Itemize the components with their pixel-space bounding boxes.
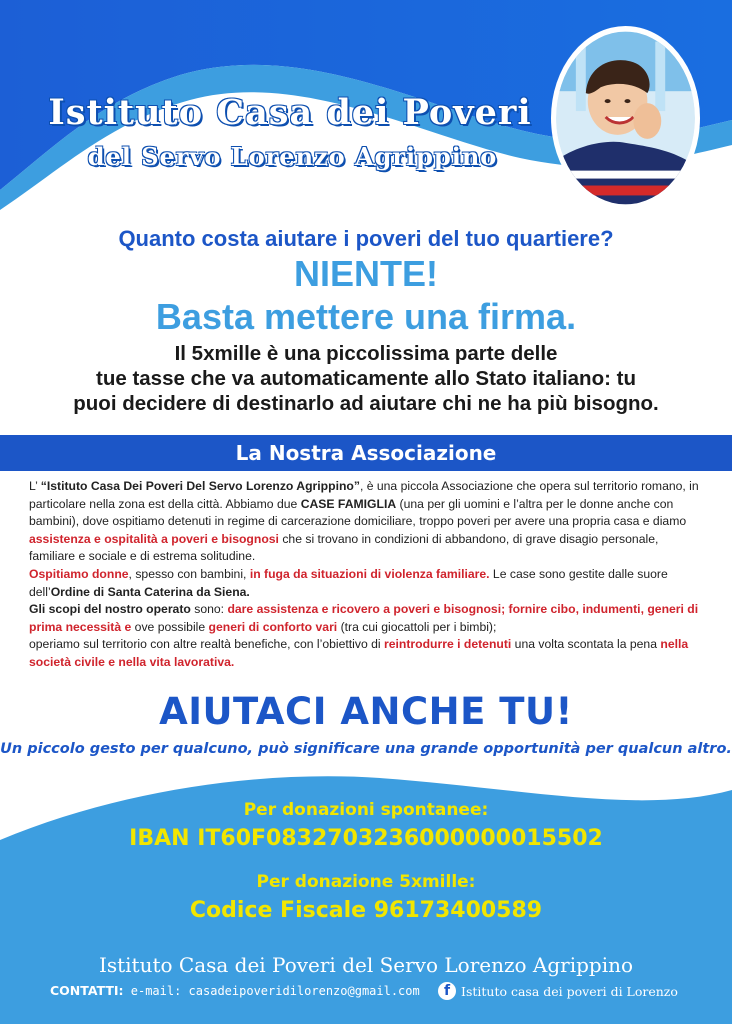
- association-name: “Istituto Casa Dei Poveri Del Servo Lorenzo Agrippino”: [40, 479, 360, 493]
- intro-line: puoi decidere di destinarlo ad aiutare chi ne ha più bisogno.: [73, 392, 659, 415]
- case-famiglia: CASE FAMIGLIA: [300, 496, 397, 511]
- fivexmille-label: Per donazione 5xmille:: [256, 872, 476, 892]
- paragraph-2: [29, 566, 705, 601]
- text: (tra cui giocattoli per i bimbi);: [337, 619, 497, 634]
- header-title-line1: Istituto Casa dei Poveri: [48, 92, 532, 133]
- scopi: Gli scopi del nostro operato: [29, 602, 191, 617]
- text: operiamo sul territorio con altre realtà benefiche, con l’obiettivo di: [29, 637, 384, 652]
- text: sono:: [190, 602, 228, 617]
- contacts: [50, 983, 710, 1003]
- highlight: nella società civile e nella vita lavorativa.: [29, 637, 689, 669]
- paragraph-3: [29, 601, 705, 636]
- text: una volta scontata la pena: [511, 637, 661, 652]
- highlight: assistenza e ospitalità a poveri e bisognosi: [29, 531, 279, 546]
- paragraph-4: [29, 636, 705, 671]
- paragraph-1: [29, 478, 705, 566]
- contacts-label: CONTATTI:: [50, 983, 124, 998]
- text: Le case sono gestite dalle suore dell’: [29, 566, 668, 599]
- child-illustration: [556, 31, 695, 205]
- ordine: Ordine di Santa Caterina da Siena.: [50, 584, 250, 599]
- highlight: Ospitiamo donne: [29, 566, 129, 581]
- section-title: La Nostra Associazione: [0, 435, 732, 471]
- email-link[interactable]: e-mail: casadeipoveridilorenzo@gmail.com: [130, 984, 420, 998]
- association-description: [29, 478, 705, 672]
- facebook-page-name: Istituto casa dei poveri di Lorenzo: [461, 983, 678, 999]
- facebook-icon: f: [438, 982, 456, 1000]
- text: (una per gli uomini e l’altra per le donne anche con bambini), dove ospitiamo detenuti in regime di carcerazione domiciliare, troppo poveri per avere una propria casa e diamo: [29, 496, 687, 529]
- intro-line: tue tasse che va automaticamente allo Stato italiano: tu: [96, 367, 636, 390]
- facebook-link[interactable]: [438, 982, 678, 1000]
- text: ove possibile: [131, 619, 209, 634]
- child-photo: [551, 26, 700, 210]
- text: , è una piccola Associazione che opera sul territorio romano, in particolare nella zona est della città. Abbiamo due: [29, 479, 699, 511]
- footer-title: Istituto Casa dei Poveri del Servo Lorenzo Agrippino: [98, 953, 634, 977]
- highlight: in fuga da situazioni di violenza familiare.: [249, 566, 490, 581]
- text: L’: [29, 479, 41, 493]
- spontaneous-donation-label: Per donazioni spontanee:: [243, 800, 489, 820]
- hero-question: Quanto costa aiutare i poveri del tuo quartiere?: [118, 226, 614, 251]
- codice-fiscale: Codice Fiscale 96173400589: [189, 898, 543, 923]
- hero-subanswer: Basta mettere una firma.: [155, 296, 577, 337]
- highlight: dare assistenza e ricovero a poveri e bisognosi; fornire cibo, indumenti, generi di prima necessità e: [29, 602, 699, 634]
- text: , spesso con bambini,: [128, 566, 250, 581]
- text: che si trovano in condizioni di abbandono, di grave disagio personale, familiare e sociale e di estrema solitudine.: [29, 531, 659, 564]
- hero-intro: [30, 341, 702, 416]
- highlight: reintrodurre i detenuti: [383, 637, 512, 652]
- header-title-line2: del Servo Lorenzo Agrippino: [87, 142, 498, 171]
- cta-tagline: Un piccolo gesto per qualcuno, può significare una grande opportunità per qualcun altro.: [0, 741, 732, 757]
- iban: IBAN IT60F0832703236000000015502: [129, 826, 603, 851]
- cta-headline: AIUTACI ANCHE TU!: [159, 690, 573, 733]
- highlight: generi di conforto vari: [208, 619, 338, 634]
- hero-answer: NIENTE!: [294, 253, 438, 294]
- intro-line: Il 5xmille è una piccolissima parte delle: [174, 342, 558, 365]
